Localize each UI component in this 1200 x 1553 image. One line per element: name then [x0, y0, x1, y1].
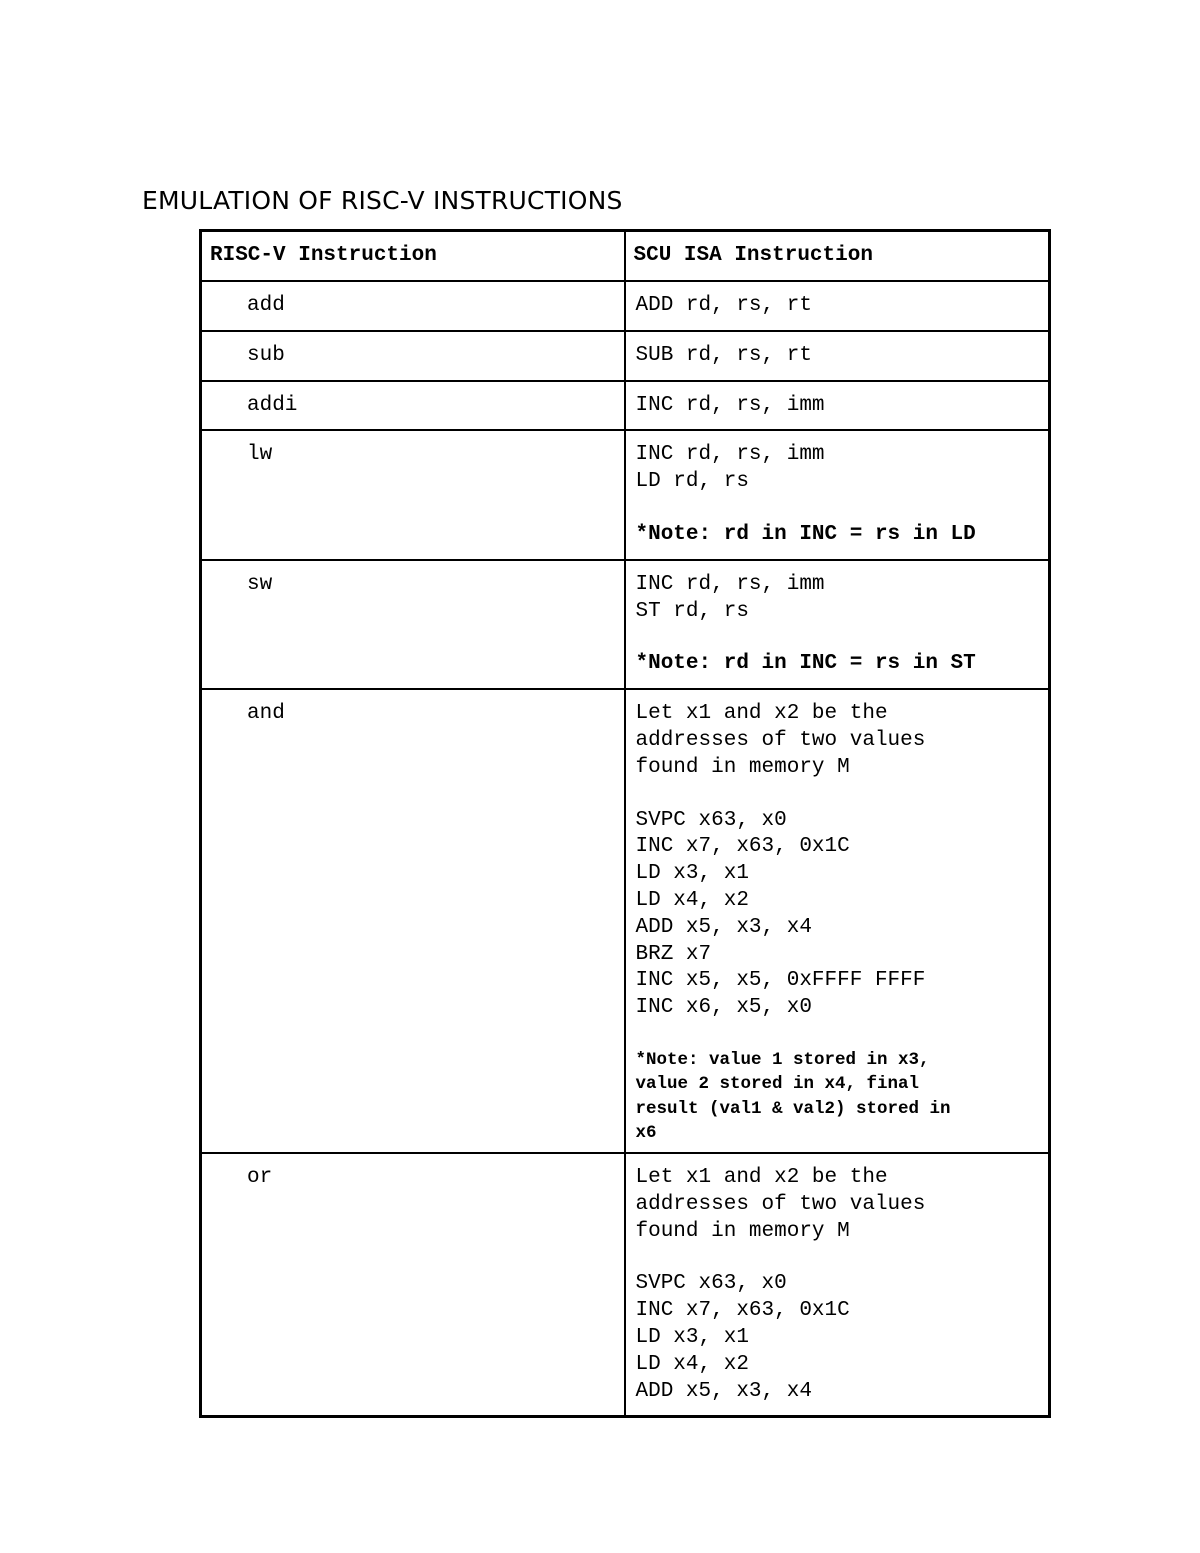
riscv-cell [201, 560, 625, 689]
scu-code: SUB rd, rs, rt [635, 343, 812, 367]
scu-cell [625, 331, 1050, 381]
riscv-cell [201, 331, 625, 381]
table-row-sw [201, 560, 1050, 689]
scu-cell [625, 430, 1050, 559]
scu-code: SVPC x63, x0 INC x7, x63, 0x1C LD x3, x1 LD x4, x2 ADD x5, x3, x4 [635, 1272, 850, 1403]
scu-code: INC rd, rs, imm ST rd, rs [635, 572, 825, 623]
scu-note: *Note: rd in INC = rs in ST [635, 652, 976, 676]
scu-cell [625, 689, 1050, 1153]
scu-cell [625, 281, 1050, 331]
scu-code: INC rd, rs, imm LD rd, rs [635, 443, 825, 494]
riscv-cell [201, 689, 625, 1153]
scu-code: INC rd, rs, imm [635, 393, 825, 417]
riscv-cell [201, 430, 625, 559]
riscv-instruction: addi [247, 393, 298, 417]
emulation-table [199, 229, 1051, 1418]
header-riscv-instruction: RISC-V Instruction [201, 231, 625, 282]
table-row-or [201, 1153, 1050, 1417]
riscv-instruction: add [247, 294, 285, 317]
header-scu-isa-instruction: SCU ISA Instruction [625, 231, 1050, 282]
riscv-instruction: sub [247, 343, 285, 367]
scu-note: *Note: value 1 stored in x3, value 2 stored in x4, final result (val1 & val2) stored in x6 [635, 1049, 951, 1144]
riscv-instruction: sw [247, 572, 273, 596]
scu-note: *Note: rd in INC = rs in LD [635, 522, 976, 546]
riscv-cell [201, 1153, 625, 1417]
riscv-instruction: lw [247, 443, 273, 467]
scu-code: ADD rd, rs, rt [635, 294, 812, 317]
scu-intro: Let x1 and x2 be the addresses of two values found in memory M [635, 1165, 926, 1243]
riscv-cell [201, 381, 625, 431]
riscv-instruction: and [247, 702, 285, 726]
riscv-cell [201, 281, 625, 331]
scu-intro: Let x1 and x2 be the addresses of two values found in memory M [635, 702, 926, 779]
scu-cell [625, 560, 1050, 689]
table-row-and [201, 689, 1050, 1153]
table-row-add [201, 281, 1050, 331]
table-row-addi [201, 381, 1050, 431]
riscv-instruction: or [247, 1165, 273, 1189]
page-title: EMULATION OF RISC-V INSTRUCTIONS [142, 186, 623, 215]
scu-cell [625, 1153, 1050, 1417]
scu-cell [625, 381, 1050, 431]
table-header-row [201, 231, 1050, 282]
table-row-lw [201, 430, 1050, 559]
scu-code: SVPC x63, x0 INC x7, x63, 0x1C LD x3, x1 LD x4, x2 ADD x5, x3, x4 BRZ x7 INC x5, x5, 0xFFFF FFFF INC x6, x5, x0 [635, 808, 926, 1020]
table-row-sub [201, 331, 1050, 381]
